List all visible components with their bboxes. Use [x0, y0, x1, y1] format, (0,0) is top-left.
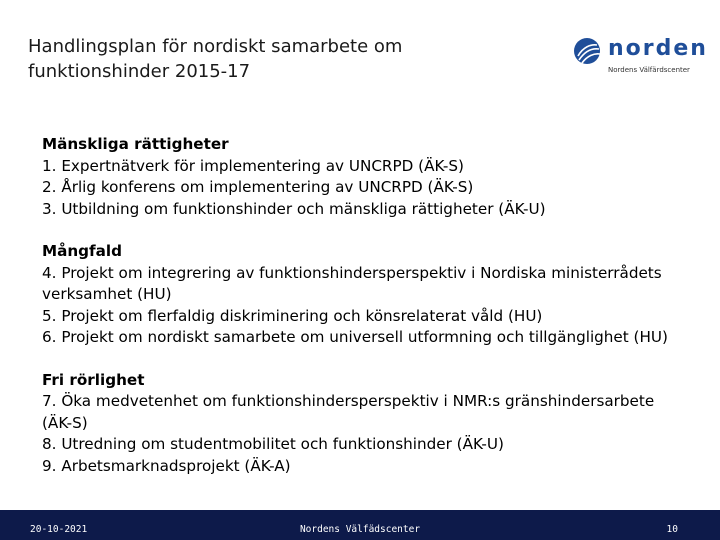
list-item: 6. Projekt om nordiskt samarbete om universell utformning och tillgänglighet (HU): [42, 328, 668, 346]
slide-title-line-2: funktionshinder 2015-17: [28, 61, 251, 82]
list-item: 9. Arbetsmarknadsprojekt (ÄK-A): [42, 456, 291, 475]
section-heading: Fri rörlighet: [42, 370, 145, 389]
list-item: 1. Expertnätverk för implementering av UNCRPD (ÄK-S): [42, 156, 464, 175]
list-item: 8. Utredning om studentmobilitet och funktionshinder (ÄK-U): [42, 435, 504, 453]
slide-content: [42, 134, 682, 498]
slide-footer: [0, 510, 720, 540]
section-diversity: [42, 241, 682, 349]
slide-title: [28, 34, 488, 84]
section-free-movement: [42, 370, 682, 478]
globe-icon: [572, 36, 602, 66]
slide-title-line-1: Handlingsplan för nordiskt samarbete om: [28, 36, 403, 57]
section-heading: Mänskliga rättigheter: [42, 135, 229, 153]
list-item: 4. Projekt om integrering av funktionshindersperspektiv i Nordiska ministerrådets verksamhet (HU): [42, 263, 662, 303]
list-item: 2. Årlig konferens om implementering av UNCRPD (ÄK-S): [42, 178, 474, 196]
list-item: 5. Projekt om flerfaldig diskriminering och könsrelaterat våld (HU): [42, 306, 543, 325]
footer-organization: Nordens Välfädscenter: [299, 524, 421, 535]
logo-wordmark: norden: [608, 36, 708, 61]
list-item: 7. Öka medvetenhet om funktionshindersperspektiv i NMR:s gränshindersarbete (ÄK-S): [42, 392, 655, 432]
section-human-rights: [42, 134, 682, 220]
list-item: 3. Utbildning om funktionshinder och mänskliga rättigheter (ÄK-U): [42, 199, 546, 218]
footer-date: 20-10-2021: [30, 524, 88, 535]
section-heading: Mångfald: [42, 242, 122, 260]
page-number: 10: [666, 524, 678, 535]
norden-logo: [572, 36, 708, 80]
logo-subtitle: Nordens Välfärdscenter: [608, 66, 690, 74]
